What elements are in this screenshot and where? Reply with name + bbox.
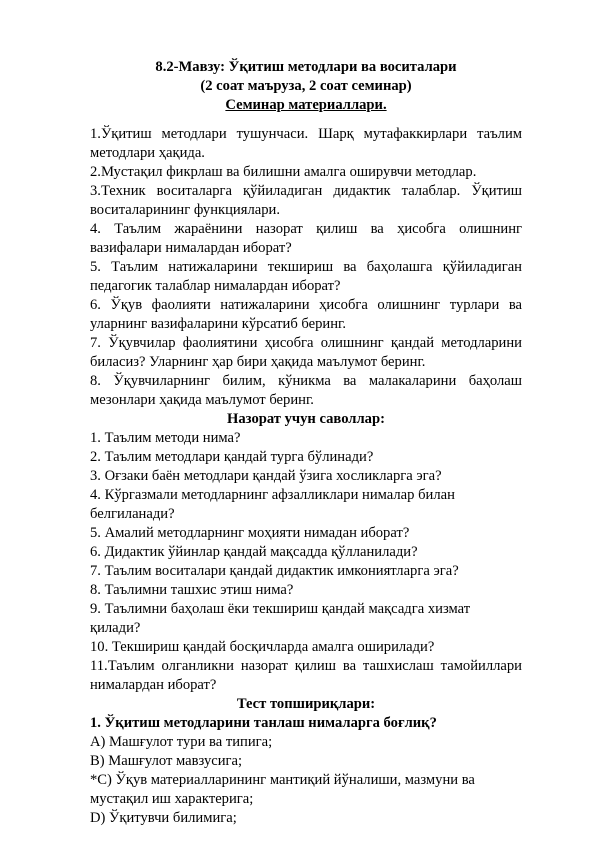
test-question: 1. Ўқитиш методларини танлаш нималарга боғлиқ?: [90, 715, 437, 731]
control-question: 5. Амалий методларнинг моҳияти нимадан иборат?: [90, 525, 410, 541]
control-question: 10. Текшириш қандай босқичларда амалга оширилади?: [90, 639, 435, 655]
seminar-item: 4. Таълим жараёнини назорат қилиш ва ҳисобга олишнинг вазифалари нималардан иборат?: [90, 221, 522, 256]
test-answer-correct: *С) Ўқув материалларининг мантиқий йўналиши, мазмуни ва мустақил иш характерига;: [90, 772, 475, 807]
seminar-item: 1.Ўқитиш методлари тушунчаси. Шарқ мутафаккирлари таълим методлари ҳақида.: [90, 126, 522, 161]
control-question: 7. Таълим воситалари қандай дидактик имкониятларга эга?: [90, 563, 459, 579]
seminar-item: 8. Ўқувчиларнинг билим, кўникма ва малакаларини баҳолаш мезонлари ҳақида маълумот беринг.: [90, 373, 522, 408]
control-question: 9. Таълимни баҳолаш ёки текшириш қандай мақсадга хизмат қилади?: [90, 601, 471, 636]
seminar-list: [90, 125, 522, 410]
seminar-item: 6. Ўқув фаолияти натижаларини ҳисобга олишнинг турлари ва уларнинг вазифаларини кўрсатиб беринг.: [90, 297, 522, 332]
seminar-item: 2.Мустақил фикрлаш ва билишни амалга оширувчи методлар.: [90, 164, 477, 180]
control-question: 6. Дидактик ўйинлар қандай мақсадда қўлланилади?: [90, 544, 418, 560]
control-question: 4. Кўргазмали методларнинг афзалликлари нималар билан белгиланади?: [90, 487, 455, 522]
control-question: 3. Оғзаки баён методлари қандай ўзига хосликларга эга?: [90, 468, 442, 484]
test-answer: А) Машғулот тури ва типига;: [90, 734, 273, 750]
seminar-item: 7. Ўқувчилар фаолиятини ҳисобга олишнинг қандай методларини биласиз? Уларнинг ҳар бири ҳақида маълумот беринг.: [90, 335, 522, 370]
test-answer: D) Ўқитувчи билимига;: [90, 810, 237, 826]
seminar-item: 5. Таълим натижаларини текшириш ва баҳолашга қўйиладиган педагогик талаблар нималардан иборат?: [90, 259, 522, 294]
control-question: 11.Таълим олганликни назорат қилиш ва ташхислаш тамойиллари нималардан иборат?: [90, 658, 522, 693]
control-question: 1. Таълим методи нима?: [90, 430, 241, 446]
seminar-item: 3.Техник воситаларга қўйиладиган дидактик талаблар. Ўқитиш воситаларининг функциялари.: [90, 183, 522, 218]
topic-title: 8.2-Мавзу: Ўқитиш методлари ва воситалари: [155, 59, 457, 75]
seminar-heading: Семинар материаллари.: [225, 97, 387, 113]
control-questions-heading: Назорат учун саволлар:: [227, 411, 385, 427]
test-answers: [90, 733, 522, 828]
control-question: 2. Таълим методлари қандай турга бўлинади?: [90, 449, 374, 465]
test-answer: В) Машғулот мавзусига;: [90, 753, 243, 769]
control-question: 8. Таълимни ташхис этиш нима?: [90, 582, 294, 598]
hours-subtitle: (2 соат маъруза, 2 соат семинар): [200, 78, 412, 94]
document-page: [90, 58, 522, 828]
test-heading: Тест топшириқлари:: [236, 696, 376, 712]
control-questions-list: [90, 429, 522, 695]
